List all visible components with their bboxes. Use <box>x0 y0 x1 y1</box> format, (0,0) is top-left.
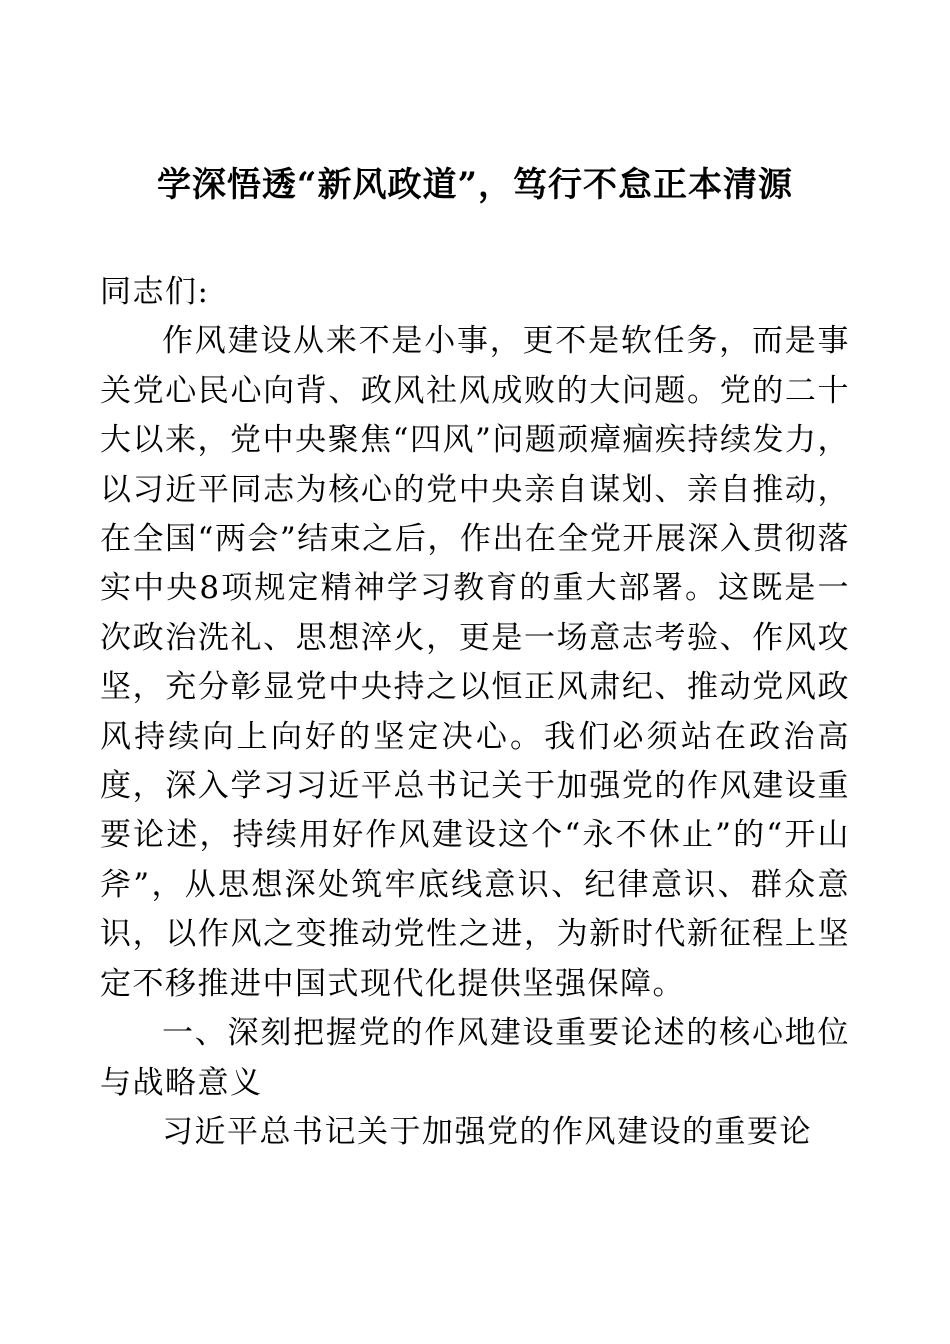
salutation: 同志们: <box>100 274 210 310</box>
section-heading-1: 一、深刻把握党的作风建设重要论述的核心地位与战略意义 <box>100 1015 850 1101</box>
paragraph-section-1-start: 习近平总书记关于加强党的作风建设的重要论 <box>162 1113 812 1150</box>
document-body <box>100 268 850 1157</box>
document-title: 学深悟透“新风政道”，笃行不怠正本清源 <box>156 165 794 205</box>
paragraph-intro: 作风建设从来不是小事，更不是软任务，而是事关党心民心向背、政风社风成败的大问题。党的二十大以来，党中央聚焦“四风”问题顽瘴痼疾持续发力，以习近平同志为核心的党中央亲自谋划、亲自推动，在全国“两会”结束之后，作出在全党开展深入贯彻落实中央8项规定精神学习教育的重大部署。这既是一次政治洗礼、思想淬火，更是一场意志考验、作风攻坚，充分彰显党中央持之以恒正风肃纪、推动党风政风持续向上向好的坚定决心。我们必须站在政治高度，深入学习习近平总书记关于加强党的作风建设重要论述，持续用好作风建设这个“永不休止”的“开山斧”，从思想深处筑牢底线意识、纪律意识、群众意识，以作风之变推动党性之进，为新时代新征程上坚定不移推进中国式现代化提供坚强保障。 <box>100 323 850 1002</box>
